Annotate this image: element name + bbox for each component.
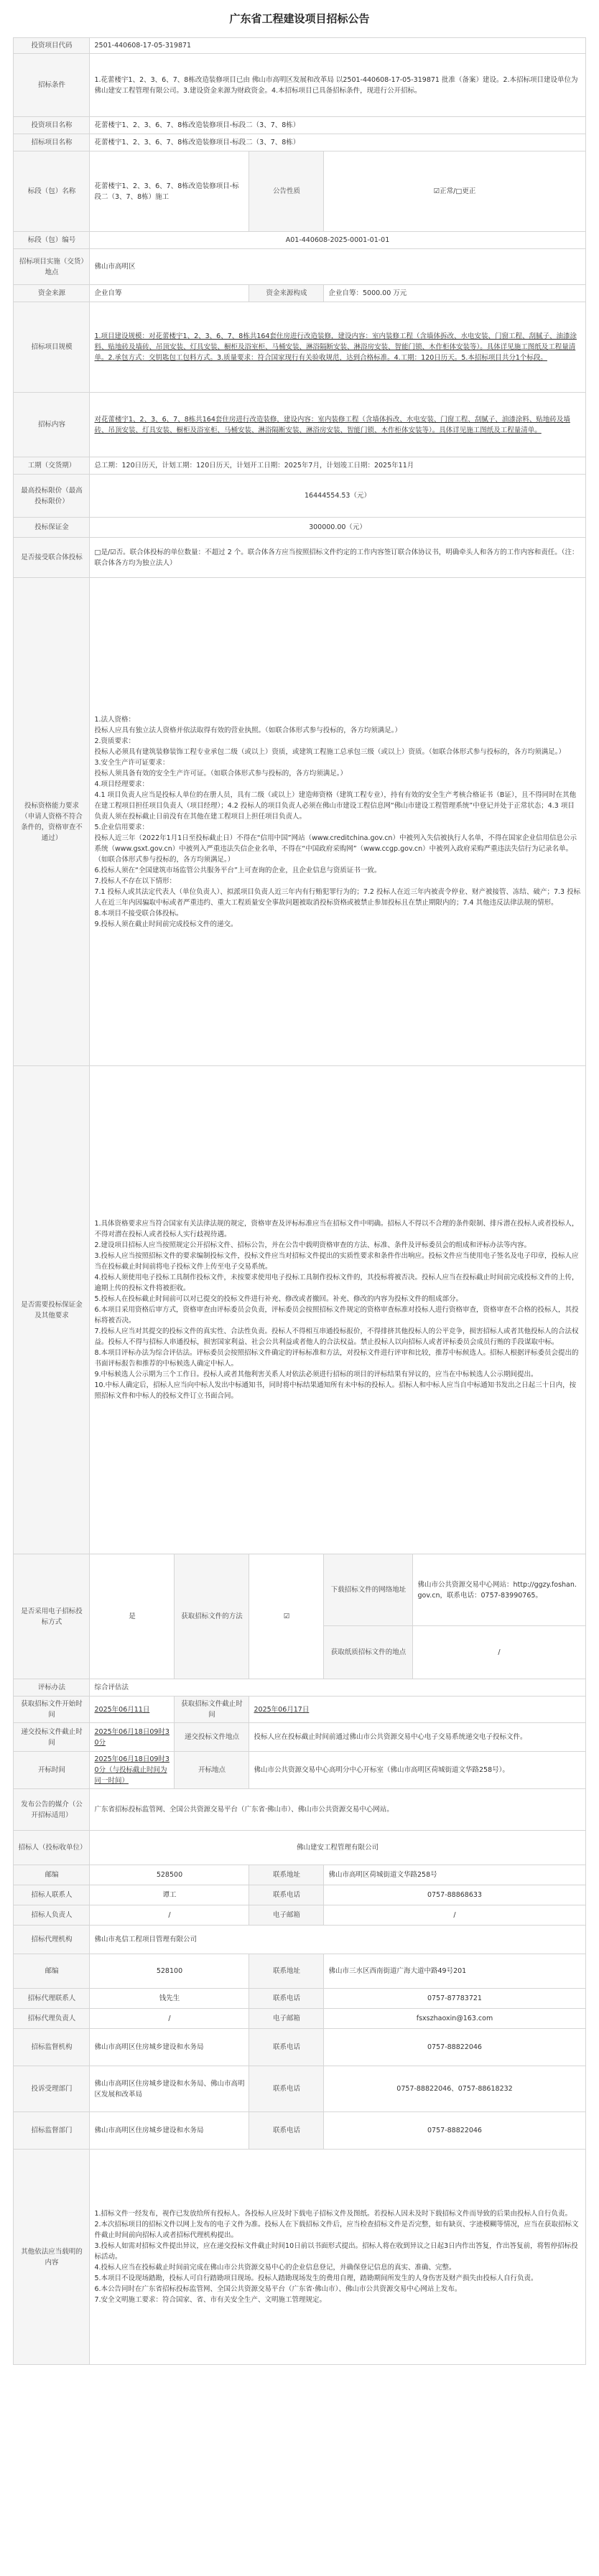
qualification-item: 投标人应具有独立法人资格并依法取得有效的营业执照。（如联合体形式参与投标的，各方均须满足。）	[94, 726, 401, 734]
qualification-content	[90, 578, 585, 1066]
row-section-name	[14, 151, 585, 232]
qualification-item: 4.项目经理要求：	[94, 780, 149, 788]
deadline-value: 2025年06月18日09时30分	[90, 1723, 175, 1752]
row-content	[14, 393, 585, 457]
project-code-label: 投资项目代码	[14, 38, 90, 54]
row-owner-code	[14, 1865, 585, 1885]
other-item: 5.本项目不设现场踏勘，投标人可自行踏勘项目现场。投标人踏勘现场发生的费用自理，踏勘期间所发生的人身伤害及财产损失由投标人自行负责。	[94, 2274, 538, 2282]
review-item: 4.投标人须使用电子投标工具制作投标文件，未按要求使用电子投标工具制作投标文件的，其投标将被否决。投标人应当在投标截止时间前完成投标文件的上传，逾期上传的投标文件将被拒收。	[94, 1274, 579, 1292]
page-title: 广东省工程建设项目招标公告	[229, 12, 370, 25]
review-item: 3.投标人应当按照招标文件的要求编制投标文件，投标文件应当对招标文件提出的实质性要求和条件作出响应。投标文件应当使用电子签名及电子印章，投标人应当在投标截止时间前将电子投标文件上传至电子交易系统。	[94, 1252, 579, 1271]
electronic-label: 是否采用电子招标投标方式	[14, 1554, 90, 1679]
agency-section-label: 招标代理机构	[14, 1926, 90, 1954]
owner-section-label: 招标人（投标收单位）	[14, 1831, 90, 1865]
row-deposit	[14, 518, 585, 538]
agency-contact-label: 招标代理联系人	[14, 1989, 90, 2009]
qualification-item: 1.法人资格：	[94, 715, 136, 724]
fund-structure-label: 资金来源构成	[249, 285, 324, 302]
row-electronic-1	[14, 1554, 585, 1626]
qualification-item: 6.投标人须在“全国建筑市场监管公共服务平台”上可查询的企业，且企业信息与资质证书一致。	[94, 866, 381, 874]
other-item: 7.安全文明施工要求：符合国家、省、市有关安全生产、文明施工管理规定。	[94, 2296, 327, 2304]
doc-start-label: 获取招标文件开始时间	[14, 1697, 90, 1723]
location-label: 招标项目实施（交货）地点	[14, 249, 90, 285]
admin-phone-label: 联系电话	[249, 2112, 324, 2150]
row-max-price	[14, 475, 585, 518]
announcement-table	[13, 37, 585, 2365]
owner-agent-value: /	[90, 1905, 249, 1926]
qualification-item: 7.投标人不存在以下情形：	[94, 877, 177, 885]
complaint-phone-value: 0757-88822046、0757-88618232	[324, 2066, 585, 2112]
project-name-label: 投资项目名称	[14, 117, 90, 134]
section-name-value: 花蕾楼宇1、2、3、6、7、8栋改造装修项目-标段二（3、7、8栋）施工	[90, 151, 249, 232]
owner-contact-label: 招标人联系人	[14, 1885, 90, 1905]
complaint-value: 佛山市高明区住房城乡建设和水务局、佛山市高明区发展和改革局	[90, 2066, 249, 2112]
owner-email-label: 电子邮箱	[249, 1905, 324, 1926]
review-item: 6.本项目采用资格后审方式，资格审查由评标委员会负责，评标委员会按照招标文件规定的资格审查标准对投标人进行资格审查，资格审查不合格的投标人，其投标将被否决。	[94, 1306, 579, 1325]
admin-phone-value: 0757-88822046	[324, 2112, 585, 2150]
review-content	[90, 1066, 585, 1554]
row-opening	[14, 1752, 585, 1789]
row-other	[14, 2150, 585, 2365]
row-owner-contact	[14, 1885, 585, 1905]
agency-contact-value: 钱先生	[90, 1989, 249, 2009]
row-doc-times	[14, 1697, 585, 1723]
agency-addr-value: 佛山市三水区西南街道广海大道中路49号201	[324, 1954, 585, 1989]
review-item: 8.本项目评标办法为综合评估法。评标委员会按照招标文件确定的评标标准和方法，对投标文件进行评审和比较，推荐中标候选人。招标人根据评标委员会提出的书面评标报告和推荐的中标候选人确定中标人。	[94, 1349, 579, 1368]
review-item: 2.建设项目招标人应当按照规定公开招标文件、招标公告，并在公告中载明资格审查的方法、标准、条件及评标委员会的组成和评标办法等内容。	[94, 1241, 531, 1249]
fund-structure-value: 企业自筹：5000.00 万元	[324, 285, 585, 302]
other-label: 其他依法应当载明的内容	[14, 2150, 90, 2365]
agency-phone-label: 联系电话	[249, 1989, 324, 2009]
fund-source-label: 资金来源	[14, 285, 90, 302]
media-value: 广东省招标投标监管网、全国公共资源交易平台（广东省·佛山市）、佛山市公共资源交易中心网站。	[90, 1789, 585, 1831]
section-name-label: 标段（包）名称	[14, 151, 90, 232]
row-scale	[14, 302, 585, 393]
section-code-label: 标段（包）编号	[14, 232, 90, 249]
open-time-label: 开标时间	[14, 1752, 90, 1789]
agency-email-label: 电子邮箱	[249, 2009, 324, 2029]
paper-doc-value: /	[413, 1626, 585, 1679]
row-consortium	[14, 538, 585, 578]
other-content	[90, 2150, 585, 2365]
tender-conditions-value: 1.花蕾楼宇1、2、3、6、7、8栋改造装修项目已由 佛山市高明区发展和改革局 以2501-440608-17-05-319871 批准（备案）建设。2.本招标项目建设单位为佛山建安工程管理有限公司。3.建设资金来源为财政资金。4.本招标项目已具备招标条件，现进行公开招标。	[90, 54, 585, 117]
qualification-item: 3.安全生产许可证要求：	[94, 758, 170, 767]
qualification-item: 2.资质要求：	[94, 737, 136, 745]
row-project-name	[14, 117, 585, 134]
agency-code-value: 528100	[90, 1954, 249, 1989]
other-item: 2.本次招标项目的招标文件以网上发布的电子文件为准。投标人在下载招标文件后，应当检查招标文件是否完整，如有缺页、字迹模糊等情况，应当在获取招标文件截止时间前向招标人或者招标代理机构提出。	[94, 2221, 579, 2239]
method-value: ☑	[249, 1554, 324, 1679]
qualification-item: 7.1 投标人或其法定代表人（单位负责人）、拟派项目负责人近三年内有行贿犯罪行为的；7.2 投标人在近三年内被责令停业、财产被接管、冻结、破产；7.3 投标人在近三年内因骗取中标或者严重违约、重大工程质量安全事故问题被取消投标资格或被禁止参加投标且在禁止期限内的；7.4 其他违反法律法规的情形。	[94, 887, 581, 907]
period-value: 总工期：120日历天，计划工期：120日历天，计划开工日期：2025年7月，计划竣工日期：2025年11月	[90, 457, 585, 475]
content-label: 招标内容	[14, 393, 90, 457]
owner-contact-value: 谭工	[90, 1885, 249, 1905]
tender-project-name-label: 招标项目名称	[14, 134, 90, 151]
row-eval	[14, 1679, 585, 1697]
method-label: 获取招标文件的方法	[175, 1554, 249, 1679]
agency-addr-label: 联系地址	[249, 1954, 324, 1989]
supervision-value: 佛山市高明区住房城乡建设和水务局	[90, 2029, 249, 2066]
media-label: 发布公告的媒介（公开招标适用）	[14, 1789, 90, 1831]
review-item: 7.投标人应当对其提交的投标文件的真实性、合法性负责。投标人不得相互串通投标报价，不得排挤其他投标人的公平竞争，损害招标人或者其他投标人的合法权益。投标人不得与招标人串通投标，损害国家利益、社会公共利益或者他人的合法权益。禁止投标人以向招标人或者评标委员会成员行贿的手段谋取中标。	[94, 1327, 579, 1346]
qualification-item: 9.投标人须在截止时间前完成投标文件的递交。	[94, 920, 238, 928]
agency-agent-value: /	[90, 2009, 249, 2029]
owner-phone-label: 联系电话	[249, 1885, 324, 1905]
qualification-item: 投标人须具备有效的安全生产许可证。（如联合体形式参与投标的，各方均须满足。）	[94, 769, 347, 778]
row-agency-agent	[14, 2009, 585, 2029]
row-agency-name	[14, 1926, 585, 1954]
consortium-value: □是/☑否。联合体投标的单位数量：不超过 2 个。联合体各方应当按照招标文件约定的工作内容签订联合体协议书，明确牵头人和各方的工作内容和责任。（注：联合体各方均为独立法人）	[90, 538, 585, 578]
agency-email-value: fsxszhaoxin@163.com	[324, 2009, 585, 2029]
row-period	[14, 457, 585, 475]
row-supervision	[14, 2029, 585, 2066]
agency-name: 佛山市兆信工程项目管理有限公司	[90, 1926, 585, 1954]
row-qualification	[14, 578, 585, 1066]
notice-nature-value: ☑正常/□更正	[324, 151, 585, 232]
other-item: 3.投标人如需对招标文件提出异议，应在递交投标文件截止时间10日前以书面形式提出。招标人将在收到异议之日起3日内作出答复，作出答复前，将暂停招标投标活动。	[94, 2242, 578, 2261]
review-label: 是否需要投标保证金及其他要求	[14, 1066, 90, 1554]
open-time-value: 2025年06月18日09时30分（与投标截止时间为同一时间）	[90, 1752, 175, 1789]
row-tender-conditions	[14, 54, 585, 117]
row-owner-agent	[14, 1905, 585, 1926]
supervision-phone-value: 0757-88822046	[324, 2029, 585, 2066]
supervision-label: 招标监督机构	[14, 2029, 90, 2066]
deposit-label: 投标保证金	[14, 518, 90, 538]
consortium-label: 是否接受联合体投标	[14, 538, 90, 578]
submit-place-label: 递交投标文件地点	[175, 1723, 249, 1752]
row-location	[14, 249, 585, 285]
supervision-phone-label: 联系电话	[249, 2029, 324, 2066]
download-site-value: 佛山市公共资源交易中心网站：http://ggzy.foshan.gov.cn，联系电话：0757-83990765。	[413, 1554, 585, 1626]
eval-value: 综合评估法	[90, 1679, 585, 1697]
owner-agent-label: 招标人负责人	[14, 1905, 90, 1926]
qualification-item: 投标人近三年（2022年1月1日至投标截止日）不得在“信用中国”网站（www.creditchina.gov.cn）中被列入失信被执行人名单，不得在国家企业信用信息公示系统（www.gsxt.gov.cn）中被列入严重违法失信企业名单，不得在“中国政府采购网”（www.ccgp.gov.cn）中被列入政府采购严重违法失信行为记录名单。（如联合体形式参与投标的，各方均须满足。）	[94, 834, 577, 864]
agency-phone-value: 0757-87783721	[324, 1989, 585, 2009]
owner-code-label: 邮编	[14, 1865, 90, 1885]
row-agency-code	[14, 1954, 585, 1989]
row-section-code	[14, 232, 585, 249]
fund-source-value: 企业自筹	[90, 285, 249, 302]
project-name-value: 花蕾楼宇1、2、3、6、7、8栋改造装修项目-标段二（3、7、8栋）	[90, 117, 585, 134]
review-item: 10.中标人确定后，招标人应当向中标人发出中标通知书，同时将中标结果通知所有未中标的投标人。招标人和中标人应当自中标通知书发出之日起三十日内，按照招标文件和中标人的投标文件订立书面合同。	[94, 1381, 577, 1400]
owner-addr-label: 联系地址	[249, 1865, 324, 1885]
deadline-label: 递交投标文件截止时间	[14, 1723, 90, 1752]
content-value: 对花蕾楼宇1、2、3、6、7、8栋共164套住房进行改造装修，建设内容：室内装修工程（含墙体拆改、水电安装、门窗工程、刮腻子、油漆涂料、贴地砖及墙砖、吊顶安装、灯具安装、橱柜及浴室柜、马桶安装、淋浴隔断安装、淋浴房安装、智能门锁、木作柜体安装等）。具体详见施工图纸及工程量清单。	[90, 393, 585, 457]
owner-code-value: 528500	[90, 1865, 249, 1885]
qualification-item: 4.1 项目负责人应当是投标人单位的在册人员，具有二级（或以上）建造师资格（建筑工程专业），持有有效的安全生产考核合格证书（B证），且不得同时在其他在建工程项目担任项目负责人（项目经理）；4.2 投标人的项目负责人必须在佛山市建设工程信息网“佛山市建设工程管理系统”中登记并处于正常状态；4.3 项目负责人须在投标截止日前没有在其他在建工程项目上担任项目负责人。	[94, 790, 577, 821]
other-item: 6.本公告同时在广东省招标投标监管网、全国公共资源交易平台（广东省·佛山市）、佛山市公共资源交易中心网站上发布。	[94, 2285, 462, 2293]
review-item: 5.投标人在投标截止时间前可以对已提交的投标文件进行补充、修改或者撤回。补充、修改的内容为投标文件的组成部分。	[94, 1295, 463, 1303]
scale-value: 1.项目建设规模：对花蕾楼宇1、2、3、6、7、8栋共164套住房进行改造装修，建设内容：室内装修工程（含墙体拆改、水电安装、门窗工程、刮腻子、油漆涂料、贴地砖及墙砖、吊顶安装、灯具安装、橱柜及浴室柜、马桶安装、淋浴隔断安装、淋浴房安装、智能门锁、木作柜体安装等）。具体详见施工图纸及工程量清单。2.承包方式：交钥匙包工包料方式。3.质量要求：符合国家现行有关验收规范，达到合格标准。4.工期：120日历天。5.本招标项目共分1个标段。	[90, 302, 585, 393]
paper-doc-label: 获取纸质招标文件的地点	[324, 1626, 413, 1679]
doc-start-value: 2025年06月11日	[90, 1697, 175, 1723]
qualification-item: 5.企业信用要求：	[94, 823, 149, 831]
project-code-value: 2501-440608-17-05-319871	[90, 38, 585, 54]
download-site-label: 下载招标文件的网络地址	[324, 1554, 413, 1626]
complaint-phone-label: 联系电话	[249, 2066, 324, 2112]
row-media	[14, 1789, 585, 1831]
row-funds	[14, 285, 585, 302]
notice-nature-label: 公告性质	[249, 151, 324, 232]
submit-place-value: 投标人应在投标截止时间前通过佛山市公共资源交易中心电子交易系统递交电子投标文件。	[249, 1723, 585, 1752]
row-admin	[14, 2112, 585, 2150]
qualification-label: 投标资格能力要求（申请人资格不符合条件的，资格审查不通过）	[14, 578, 90, 1066]
row-deadline	[14, 1723, 585, 1752]
review-item: 1.具体资格要求应当符合国家有关法律法规的规定，资格审查及评标标准应当在招标文件中明确。招标人不得以不合理的条件限制、排斥潜在投标人或者投标人，不得对潜在投标人或者投标人实行歧视待遇。	[94, 1220, 579, 1238]
row-agency-contact	[14, 1989, 585, 2009]
row-review	[14, 1066, 585, 1554]
owner-phone-value: 0757-88868633	[324, 1885, 585, 1905]
qualification-item: 投标人必须具有建筑装修装饰工程专业承包二级（或以上）资质，或建筑工程施工总承包三级（或以上）资质。（如联合体形式参与投标的，各方均须满足。）	[94, 747, 565, 756]
row-owner-name	[14, 1831, 585, 1865]
other-item: 4.投标人应当在投标截止时间前完成在佛山市公共资源交易中心的企业信息登记，并确保登记信息的真实、准确、完整。	[94, 2264, 456, 2272]
location-value: 佛山市高明区	[90, 249, 585, 285]
deposit-value: 300000.00（元）	[90, 518, 585, 538]
row-project-code	[14, 38, 585, 54]
qualification-item: 8.本项目不接受联合体投标。	[94, 909, 183, 918]
owner-addr-value: 佛山市高明区荷城街道文华路258号	[324, 1865, 585, 1885]
owner-email-value: /	[324, 1905, 585, 1926]
max-price-label: 最高投标限价（最高投标限价）	[14, 475, 90, 518]
eval-label: 评标办法	[14, 1679, 90, 1697]
other-item: 1.招标文件一经发布，视作已发放给所有投标人。各投标人应及时下载电子招标文件及图纸。若投标人因未及时下载招标文件而导致的后果由投标人自行负责。	[94, 2210, 572, 2218]
max-price-value: 16444554.53（元）	[90, 475, 585, 518]
admin-value: 佛山市高明区住房城乡建设和水务局	[90, 2112, 249, 2150]
complaint-label: 投诉受理部门	[14, 2066, 90, 2112]
row-tender-project-name	[14, 134, 585, 151]
agency-code-label: 邮编	[14, 1954, 90, 1989]
electronic-value: 是	[90, 1554, 175, 1679]
tender-conditions-label: 招标条件	[14, 54, 90, 117]
open-place-value: 佛山市公共资源交易中心高明分中心开标室（佛山市高明区荷城街道文华路258号）。	[249, 1752, 585, 1789]
doc-end-label: 获取招标文件截止时间	[175, 1697, 249, 1723]
row-complaint	[14, 2066, 585, 2112]
owner-name: 佛山建安工程管理有限公司	[90, 1831, 585, 1865]
period-label: 工期（交货期）	[14, 457, 90, 475]
review-item: 9.中标候选人公示期为三个工作日。投标人或者其他利害关系人对依法必须进行招标的项目的评标结果有异议的，应当在中标候选人公示期间提出。	[94, 1371, 538, 1378]
admin-label: 招标监督部门	[14, 2112, 90, 2150]
open-place-label: 开标地点	[175, 1752, 249, 1789]
doc-end-value: 2025年06月17日	[249, 1697, 585, 1723]
section-code-value: A01-440608-2025-0001-01-01	[90, 232, 585, 249]
tender-project-name-value: 花蕾楼宇1、2、3、6、7、8栋改造装修项目-标段二（3、7、8栋）	[90, 134, 585, 151]
agency-agent-label: 招标代理负责人	[14, 2009, 90, 2029]
scale-label: 招标项目规模	[14, 302, 90, 393]
